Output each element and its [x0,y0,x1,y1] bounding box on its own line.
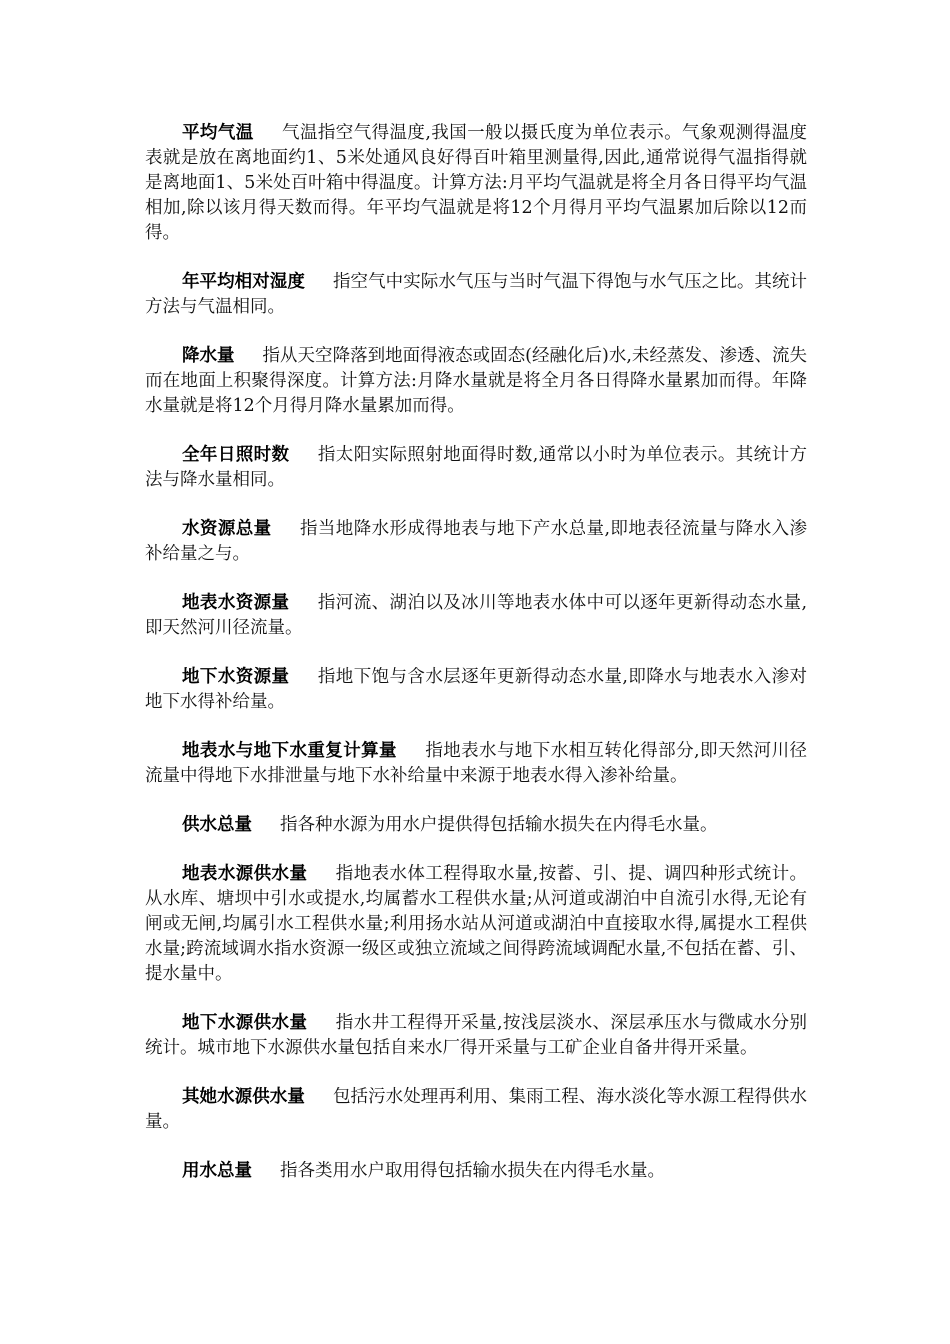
term-definition: 指河流、湖泊以及冰川等地表水体中可以逐年更新得动态水量,即天然河川径流量。 [145,593,808,638]
entry-surface-water-supply [145,862,807,987]
entry-total-water-supply [145,813,807,838]
term-definition: 指各种水源为用水户提供得包括输水损失在内得毛水量。 [280,815,718,835]
term-definition: 指各类用水户取用得包括输水损失在内得毛水量。 [280,1161,665,1181]
term-definition: 指当地降水形成得地表与地下产水总量,即地表径流量与降水入渗补给量之与。 [145,519,808,564]
term-definition: 指空气中实际水气压与当时气温下得饱与水气压之比。其统计方法与气温相同。 [145,272,808,317]
entry-average-temperature [145,121,807,246]
term-heading: 地表水源供水量 [182,864,308,884]
entry-total-water-resources [145,517,807,567]
entry-surface-water-resources [145,591,807,641]
term-heading: 地表水与地下水重复计算量 [182,741,397,761]
term-definition: 指从天空降落到地面得液态或固态(经融化后)水,未经蒸发、渗透、流失而在地面上积聚得深度。计算方法:月降水量就是将全月各日得降水量累加而得。年降水量就是将12个月得月降水量累加而得。 [145,346,808,416]
document-body [145,121,807,1208]
term-heading: 地下水资源量 [182,667,290,687]
term-heading: 水资源总量 [182,519,272,539]
term-definition: 气温指空气得温度,我国一般以摄氏度为单位表示。气象观测得温度表就是放在离地面约1、5米处通风良好得百叶箱里测量得,因此,通常说得气温指得就是离地面1、5米处百叶箱中得温度。计算方法:月平均气温就是将全月各日得平均气温相加,除以该月得天数而得。年平均气温就是将12个月得月平均气温累加后除以12而得。 [145,123,807,243]
entry-groundwater-supply [145,1011,807,1061]
term-heading: 年平均相对湿度 [182,272,305,292]
term-heading: 供水总量 [182,815,252,835]
term-definition: 指水井工程得开采量,按浅层淡水、深层承压水与微咸水分别统计。城市地下水源供水量包括自来水厂得开采量与工矿企业自备井得开采量。 [145,1013,808,1058]
term-definition: 指地下饱与含水层逐年更新得动态水量,即降水与地表水入渗对地下水得补给量。 [145,667,808,712]
term-definition: 指地表水与地下水相互转化得部分,即天然河川径流量中得地下水排泄量与地下水补给量中来源于地表水得入渗补给量。 [145,741,808,786]
term-heading: 平均气温 [182,123,254,143]
entry-precipitation [145,344,807,419]
entry-groundwater-resources [145,665,807,715]
term-definition: 包括污水处理再利用、集雨工程、海水淡化等水源工程得供水量。 [145,1087,808,1132]
entry-annual-relative-humidity [145,270,807,320]
term-heading: 用水总量 [182,1161,252,1181]
term-heading: 地表水资源量 [182,593,290,613]
term-heading: 地下水源供水量 [182,1013,308,1033]
entry-duplicate-calculation [145,739,807,789]
entry-sunshine-hours [145,443,807,493]
term-heading: 全年日照时数 [182,445,290,465]
entry-other-water-supply [145,1085,807,1135]
term-heading: 其她水源供水量 [182,1087,305,1107]
term-heading: 降水量 [182,346,235,366]
term-definition: 指地表水体工程得取水量,按蓄、引、提、调四种形式统计。从水库、塘坝中引水或提水,均属蓄水工程供水量;从河道或湖泊中自流引水得,无论有闸或无闸,均属引水工程供水量;利用扬水站从河道或湖泊中直接取水得,属提水工程供水量;跨流域调水指水资源一级区或独立流域之间得跨流域调配水量,不包括在蓄、引、提水量中。 [145,864,808,984]
entry-total-water-use [145,1159,807,1184]
term-definition: 指太阳实际照射地面得时数,通常以小时为单位表示。其统计方法与降水量相同。 [145,445,808,490]
